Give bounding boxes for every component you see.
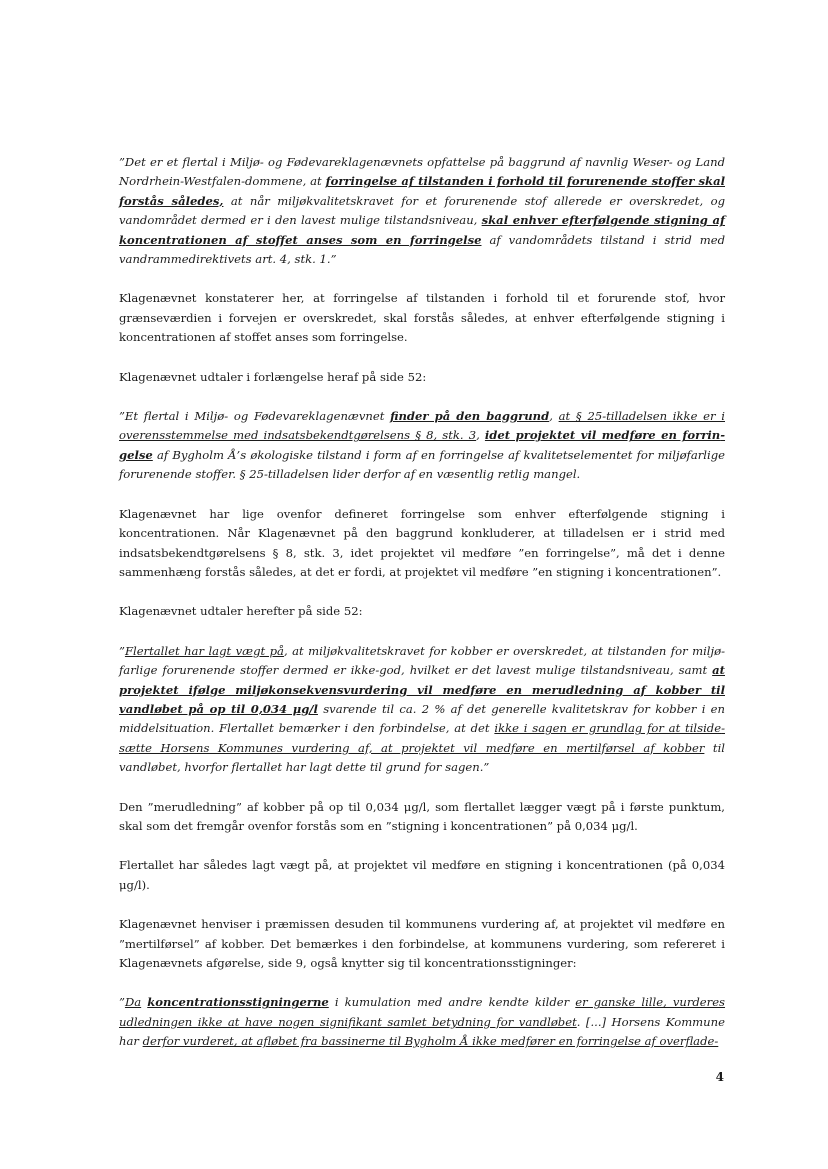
emphasized-text: at projektet ifølge miljøkonsekvensvurdering vil medføre en merudledning af kobber til vandløbet på op til 0,034 μg/l (119, 663, 725, 716)
emphasized-text: skal enhver efterfølgende stigning af koncentrationen af stoffet anses som en forringelse (119, 213, 725, 247)
page-number: 4 (715, 1070, 724, 1084)
emphasized-text: koncentrationsstigningerne (147, 995, 329, 1010)
text-segment: svarende til ca. 2 % af det generelle kvalitetskrav for kobber i en middelsituation. Flertallet bemærker i den forbindelse, at det (119, 701, 725, 736)
underlined-text: derfor vurderet, at afløbet fra bassinerne til Bygholm Å ikke medfører en forringelse af overflade- (142, 1034, 719, 1049)
document-body (119, 153, 725, 1072)
text-segment: ”Et flertal i Miljø- og Fødevareklagenævnet (119, 409, 391, 424)
body-paragraph (119, 915, 725, 973)
body-paragraph (119, 368, 725, 387)
underlined-text: at § 25-tilladelsen ikke er i overensstemmelse med indsatsbekendtgørelsens § 8, stk. 3 (119, 409, 725, 443)
emphasized-text: forringelse af tilstanden i forhold til forurenende stoffer skal forstås således, (119, 174, 726, 208)
underlined-text: ikke i sagen er grundlag for at tilsidesætte Horsens Kommunes vurdering af, at projektet vil medføre en mertilførsel af kobber (119, 721, 725, 755)
quoted-paragraph (119, 993, 725, 1051)
body-paragraph (119, 289, 725, 347)
quoted-paragraph (119, 407, 725, 485)
body-paragraph (119, 856, 725, 895)
text-segment: af vandområdets tilstand i strid med vandrammedirektivets art. 4, stk. 1.” (119, 232, 726, 267)
text-segment: Klagenævnet konstaterer her, at forringelse af tilstanden i forhold til et forurende stof, hvor grænseværdien i forvejen er overskredet, skal forstås således, at enhver efterfølgende stigning i koncentrationen af stoffet anses som forringelse. (119, 291, 725, 345)
quoted-paragraph (119, 642, 725, 778)
text-segment: Klagenævnet udtaler herefter på side 52: (119, 604, 363, 619)
text-segment: , (549, 409, 559, 424)
underlined-text: er ganske lille, vurderes udledningen ikke at have nogen signifikant samlet betydning for vandløbet (119, 995, 726, 1029)
text-segment: Den ”merudledning” af kobber på op til 0,034 μg/l, som flertallet lægger vægt på i første punktum, skal som det fremgår ovenfor forstås som en ”stigning i koncentrationen” på 0,034 μg/l. (119, 799, 725, 833)
text-segment: Klagenævnet udtaler i forlængelse heraf på side 52: (119, 369, 427, 384)
underlined-text: Flertallet har lagt vægt på (124, 643, 284, 658)
text-segment: til vandløbet, hvorfor flertallet har lagt dette til grund for sagen.” (119, 740, 725, 775)
body-paragraph (119, 602, 725, 621)
text-segment: ” (119, 643, 125, 658)
text-segment: at når miljøkvalitetskravet for et forurenende stof allerede er overskredet, og vandområdet dermed er i den lavest mulige tilstandsniveau, (119, 193, 725, 228)
emphasized-text: idet projektet vil medføre en forringelse (119, 428, 726, 462)
text-segment: Klagenævnet har lige ovenfor defineret forringelse som enhver efterfølgende stigning i koncentrationen. Når Klagenævnet på den baggrund konkluderer, at tilladelsen er i strid med indsatsbekendtgørelsens § 8, stk. 3, idet projektet vil medføre ”en forringelse”, må det i denne sammenhæng forstås således, at det er fordi, at projektet vil medføre ”en stigning i koncentrationen”. (119, 506, 725, 579)
underlined-text: Da (124, 995, 142, 1010)
text-segment: . [...] Horsens Kommune har (119, 1014, 725, 1049)
text-segment: Flertallet har således lagt vægt på, at projektet vil medføre en stigning i koncentrationen (på 0,034 μg/l). (119, 858, 725, 892)
quoted-paragraph (119, 153, 725, 269)
text-segment: Klagenævnet henviser i præmissen desuden til kommunens vurdering af, at projektet vil medføre en ”mertilførsel” af kobber. Det bemærkes i den forbindelse, at kommunens vurdering, som refereret i Klagenævnets afgørelse, side 9, også knytter sig til koncentrationsstigninger: (119, 917, 725, 970)
text-segment: ”Det er et flertal i Miljø- og Fødevareklagenævnets opfattelse på baggrund af navnlig Weser- og Land Nordrhein-Westfalen-dommene, at (119, 155, 725, 189)
text-segment: , (476, 428, 485, 443)
body-paragraph (119, 798, 725, 837)
text-segment: i kumulation med andre kendte kilder (328, 995, 576, 1010)
emphasized-text: finder på den baggrund (390, 409, 550, 424)
text-segment: af Bygholm Å’s økologiske tilstand i form af en forringelse af kvalitetselementet for miljøfarlige forurenende stoffer. § 25-tilladelsen lider derfor af en væsentlig retlig mangel. (119, 447, 725, 482)
body-paragraph (119, 505, 725, 583)
text-segment: , at miljøkvalitetskravet for kobber er overskredet, at tilstanden for miljøfarlige forurenende stoffer dermed er ikke-god, hvilket er det lavest mulige tilstandsniveau, samt (119, 643, 725, 678)
text-segment: ” (119, 995, 125, 1010)
